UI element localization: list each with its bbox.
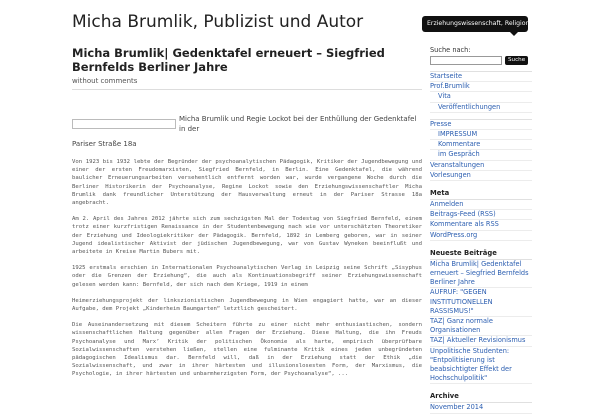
recent-posts-heading: Neueste Beiträge bbox=[430, 248, 497, 257]
post-paragraph: Am 2. April des Jahres 2012 jährte sich zum sechzigsten Mal der Todestag von Siegfried Bernfeld, einem trotz einer kurzfristigen Renaissance in der Studentenbewegung nach wie vor unterschätzten Theoretiker der Erziehung und Ideologiekritiker der Pädagogik. Bernfeld, 1892 in Lemberg geboren, war in seiner Jugend idealistischer Aktivist der jüdischen Jugendbewegung, war von Gustav Wyneken beeinflußt und arbeitete in Kreise Martin Bubers mit. bbox=[72, 216, 422, 256]
site-tagline: Erziehungswissenschaft, Religionsphilosophie, Politik bbox=[422, 16, 528, 32]
sidebar-link-kommentare[interactable]: Kommentare bbox=[430, 140, 532, 150]
press-list bbox=[430, 119, 532, 181]
meta-link-anmelden[interactable]: Anmelden bbox=[430, 200, 532, 210]
sidebar-link-veroeffentlichungen[interactable]: Veröffentlichungen bbox=[430, 103, 532, 113]
image-caption-continued: Pariser Straße 18a bbox=[72, 140, 137, 148]
recent-post-link[interactable]: Unpolitische Studenten: "Entpolitisierung ist beabsichtigter Effekt der Hochschulpolitik" bbox=[430, 347, 532, 385]
sidebar-link-im-gespraech[interactable]: im Gespräch bbox=[430, 150, 532, 160]
meta-list bbox=[430, 199, 532, 241]
meta-link-beitrags-feed[interactable]: Beitrags-Feed (RSS) bbox=[430, 210, 532, 220]
search-input[interactable] bbox=[430, 56, 502, 65]
main-content bbox=[72, 46, 422, 400]
sidebar bbox=[430, 46, 532, 412]
recent-posts-list bbox=[430, 259, 532, 385]
sidebar-link-presse[interactable]: Presse bbox=[430, 120, 532, 130]
pages-list bbox=[430, 71, 532, 113]
meta-heading: Meta bbox=[430, 189, 450, 198]
sidebar-link-impressum[interactable]: IMPRESSUM bbox=[430, 130, 532, 140]
post-meta[interactable]: without comments bbox=[72, 77, 422, 90]
post-paragraph: Die Auseinandersetzung mit diesem Scheitern führte zu einer nicht mehr enthusiastischen, sondern wissenschaftlichen Haltung gegenüber allen Fragen der Erziehung. Diese Haltung, die ihn Freuds Psychoanalyse und Marx’ Kritik der politischen Ökonomie als harte, empirisch überprüfbare Sozialwissenschaften verstehen ließen, stellen eine fulminante Kritik eines jeden unbegründeten pädagogischen Idealismus dar. Bernfeld will, daß in der Erziehung statt der Ethik „die Sozialwissenschaft, und zwar in ihrer härtesten und illusionslosesten Form, der Marxismus, die Psychologie, in ihrer härtesten und unbarmherzigsten Form, der Psychoanalyse“, ... bbox=[72, 322, 422, 378]
sidebar-link-vorlesungen[interactable]: Vorlesungen bbox=[430, 171, 532, 181]
sidebar-link-veranstaltungen[interactable]: Veranstaltungen bbox=[430, 161, 532, 171]
archive-heading: Archive bbox=[430, 392, 459, 401]
site-title[interactable]: Micha Brumlik, Publizist und Autor bbox=[72, 12, 364, 32]
post-paragraph: 1925 erstmals erschien in Internationalen Psychoanalytischen Verlag in Leipzig seine Schrift „Sisyphus oder die Grenzen der Erziehung“, die auch als Kontinuationsbegriff seiner Erziehungswissenschaft gelesen werden kann: Bernfeld, der sich nach dem Kriege, 1919 in einem bbox=[72, 265, 422, 288]
search-label: Suche nach: bbox=[430, 46, 471, 54]
sidebar-link-vita[interactable]: Vita bbox=[430, 92, 532, 102]
recent-post-link[interactable]: AUFRUF: "GEGEN INSTITUTIONELLEN RASSISMUS!" bbox=[430, 288, 532, 317]
search-button[interactable]: Suche bbox=[505, 56, 528, 65]
sidebar-link-prof-brumlik[interactable]: Prof.Brumlik bbox=[430, 82, 532, 92]
archive-link[interactable]: November 2014 bbox=[430, 403, 532, 413]
search-form bbox=[430, 56, 532, 65]
broken-image-placeholder bbox=[72, 119, 176, 129]
meta-link-kommentare-rss[interactable]: Kommentare als RSS bbox=[430, 220, 532, 230]
image-caption: Micha Brumlik und Regie Lockot bei der Enthüllung der Gedenktafel in der bbox=[179, 115, 417, 133]
post-paragraph: Von 1923 bis 1932 lebte der Begründer der psychoanalytischen Pädagogik, Kritiker der Jugendbewegung und einer der ersten Freudomarxisten, Siegfried Bernfeld, in Berlin. Eine Gedenktafel, die während baulicher Erneuerungsarbeiten versehentlich entfernt worden war, wurde vergangene Woche durch die Berliner Historikerin der Psychoanalyse, Regine Lockot sowie den Erziehungswissenschaftler Micha Brumlik dank freundlicher Unterstützung der Hausverwaltung erneut in der Pariser Strasse 18a angebracht. bbox=[72, 159, 422, 207]
sidebar-link-startseite[interactable]: Startseite bbox=[430, 72, 532, 82]
meta-link-wordpress[interactable]: WordPress.org bbox=[430, 231, 532, 241]
recent-post-link[interactable]: TAZ| Ganz normale Organisationen bbox=[430, 317, 532, 336]
post-title[interactable]: Micha Brumlik| Gedenktafel erneuert – Siegfried Bernfelds Berliner Jahre bbox=[72, 46, 385, 74]
recent-post-link[interactable]: Micha Brumlik| Gedenktafel erneuert – Siegfried Bernfelds Berliner Jahre bbox=[430, 260, 532, 289]
archive-list bbox=[430, 402, 532, 413]
recent-post-link[interactable]: TAZ| Aktueller Revisionismus bbox=[430, 336, 532, 346]
image-caption-row bbox=[72, 114, 422, 134]
site-header bbox=[0, 0, 600, 42]
post-paragraph: Heimerziehungsprojekt der linkszionistischen Jugendbewegung in Wien engagiert hatte, war an dieser Aufgabe, dem Projekt „Kinderheim Baumgarten“ letztlich gescheitert. bbox=[72, 297, 422, 313]
